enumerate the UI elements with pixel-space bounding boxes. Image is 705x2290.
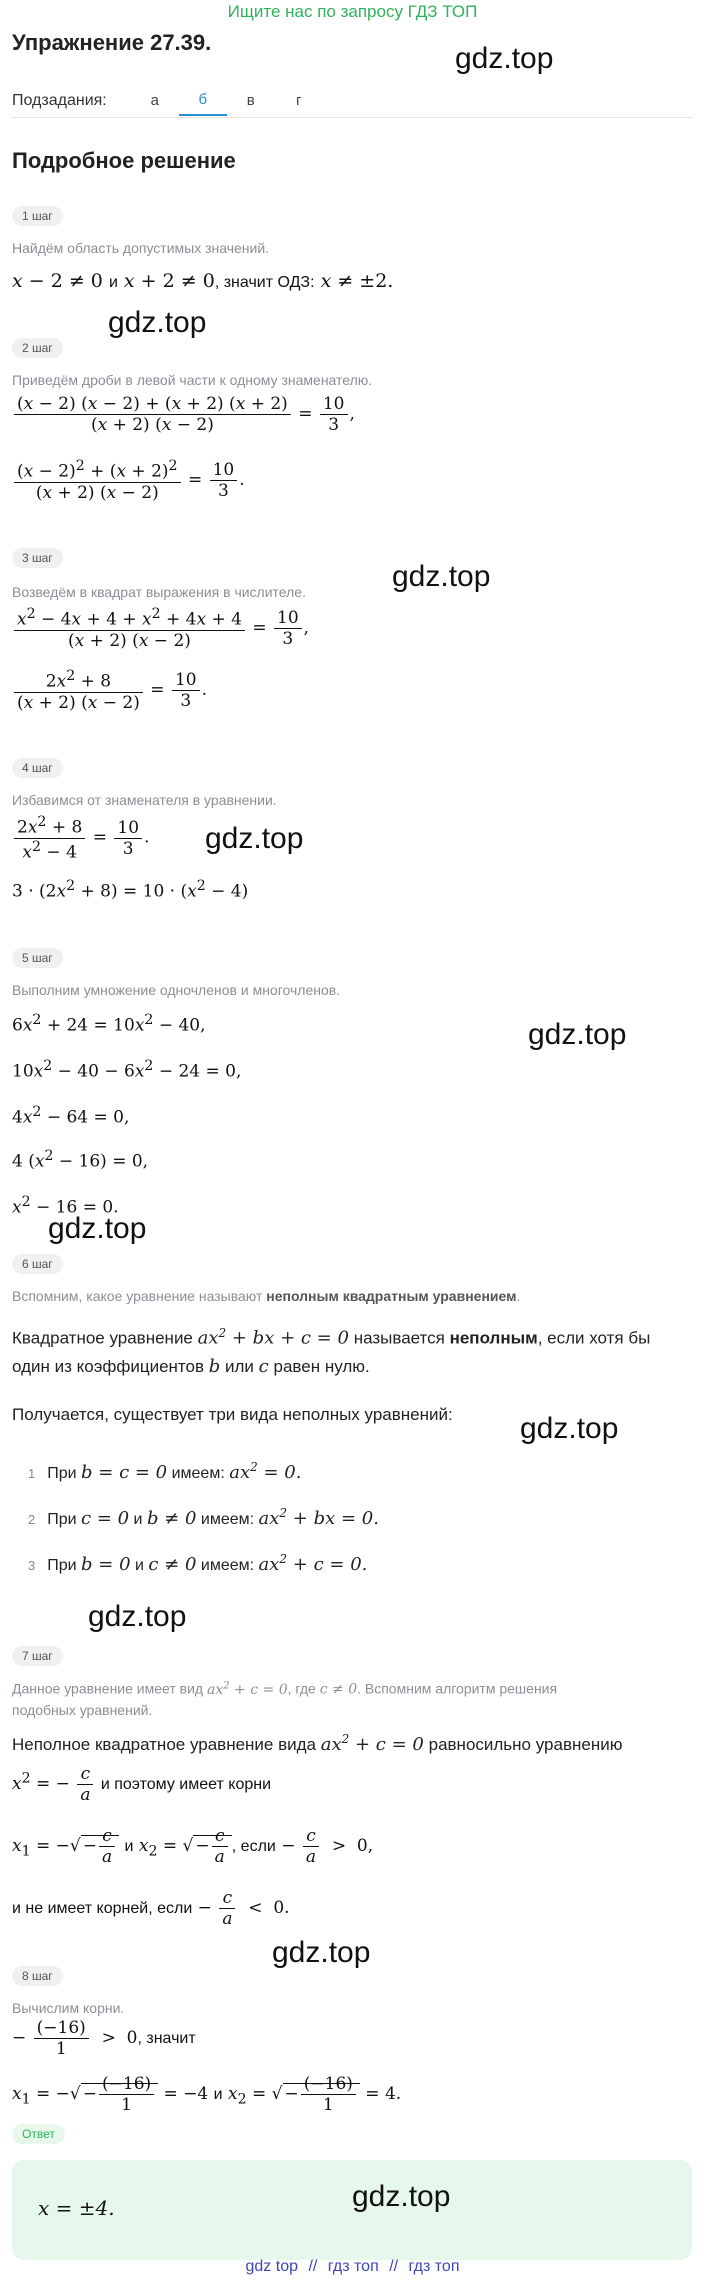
footer-separator: // (389, 2258, 399, 2275)
step-hint: Вспомним, какое уравнение называют неполным квадратным уравнением. (12, 1288, 521, 1304)
step-hint: Найдём область допустимых значений. (12, 240, 270, 256)
text-line: один из коэффициентов b или c равен нулю. (12, 1356, 370, 1377)
text-line: Неполное квадратное уравнение вида $ax^2 + c = 0$ равносильно уравнению (12, 1732, 623, 1755)
text-part: и не имеет корней, если (12, 1900, 193, 1917)
step-hint: Выполним умножение одночленов и многочленов. (12, 982, 341, 998)
math-line: $10x^2 - 40 - 6x^2 - 24 = 0$, (12, 1058, 242, 1082)
answer-badge: Ответ (12, 2124, 65, 2144)
math-line: $\frac{x^2 - 4x + 4 + x^2 + 4x + 4}{(x + 2) (x - 2)}$ = $\frac{10}{3}$ , (12, 606, 309, 651)
step-badge: 5 шаг (12, 948, 63, 968)
footer-link[interactable]: гдз топ (327, 2258, 379, 2275)
subtasks-bar (12, 84, 692, 118)
solution-heading: Подробное решение (12, 148, 236, 173)
text-part: и (213, 2086, 223, 2103)
footer-link[interactable]: гдз топ (408, 2258, 460, 2275)
answer-value: x = ±4. (38, 2196, 115, 2220)
page-title: Упражнение 27.39. (12, 30, 212, 55)
math-line: $x_1$ = −√ − $\frac{(-16)}{1}$ = −4 и $x_2$ = √ − $\frac{(-16)}{1}$ = 4. (12, 2074, 402, 2115)
text-line: Квадратное уравнение $ax^2$ + bx + c = 0 называется неполным, если хотя бы (12, 1326, 651, 1349)
math-line: $\frac{2x^2 + 8}{(x + 2) (x - 2)}$ = $\frac{10}{3}$ . (12, 668, 207, 713)
text-line: Получается, существует три вида неполных уравнений: (12, 1405, 453, 1424)
text-part: и (133, 1511, 143, 1528)
step-hint: Избавимся от знаменателя в уравнении. (12, 792, 277, 808)
watermark: gdz.top (352, 2180, 451, 2213)
text-part: равносильно уравнению (428, 1735, 623, 1754)
math-line: $4x^2 - 64 = 0$, (12, 1104, 130, 1128)
step-badge: 1 шаг (12, 206, 63, 226)
math-line: x − 2 ≠ 0 и x + 2 ≠ 0, значит ОДЗ: x ≠ ±2. (12, 270, 394, 292)
step-badge: 6 шаг (12, 1254, 63, 1274)
text-part: , значит (137, 2030, 196, 2047)
step-hint: Приведём дроби в левой части к одному знаменателю. (12, 372, 373, 388)
step-badge: 4 шаг (12, 758, 63, 778)
math-line: 4 $(x^2 - 16) = 0$, (12, 1148, 149, 1172)
math-line: $x_1$ = −√ − $\frac{c}{a}$ и $x_2$ = √ − $\frac{c}{a}$ , если − $\frac{c}{a}$ > 0, (12, 1826, 374, 1867)
footer-links (0, 2258, 705, 2276)
hint-text: . Вспомним алгоритм решения (357, 1680, 558, 1697)
watermark: gdz.top (455, 42, 554, 75)
then-text: , значит ОДЗ: (214, 274, 315, 291)
step-badge: 3 шаг (12, 548, 63, 568)
math-line: − $\frac{(-16)}{1}$ > 0, значит (12, 2018, 196, 2059)
hint-bold: неполным квадратным уравнением (266, 1288, 517, 1304)
text-part: имеем: (200, 1557, 255, 1574)
step-badge: 8 шаг (12, 1966, 63, 1986)
hint-text: подобных уравнений. (12, 1701, 153, 1718)
watermark: gdz.top (48, 1212, 147, 1245)
text-part: или (225, 1357, 254, 1376)
math-line: $\frac{(x - 2) (x - 2) + (x + 2) (x + 2)}{(x + 2) (x - 2)}$ = $\frac{10}{3}$ , (12, 394, 355, 435)
math-line: $x^2$ = − $\frac{c}{a}$ и поэтому имеет корни (12, 1764, 272, 1805)
hint-text: , где (287, 1680, 316, 1697)
text-part: имеем: (200, 1511, 255, 1528)
text-part: и поэтому имеет корни (100, 1776, 272, 1793)
text-part: , если (231, 1838, 276, 1855)
text-bold: неполным (449, 1328, 538, 1348)
watermark: gdz.top (108, 306, 207, 339)
text-part: При (47, 1511, 77, 1528)
and-text: и (108, 274, 118, 291)
promo-banner[interactable]: Ищите нас по запросу ГДЗ ТОП (227, 2, 478, 21)
math-line: $\frac{2x^2 + 8}{x^2 - 4}$ = $\frac{10}{3}$ . (12, 814, 149, 862)
list-item: 1 При b = c = 0 имеем: $ax^2 = 0$. (28, 1460, 302, 1483)
watermark: gdz.top (520, 1412, 619, 1445)
list-item: 2 При c = 0 и b ≠ 0 имеем: $ax^2$ + bx = 0. (28, 1506, 379, 1529)
watermark: gdz.top (392, 560, 491, 593)
subtasks-label: Подзадания: (12, 91, 107, 109)
tab-v[interactable]: в (246, 92, 255, 109)
text-part: равен нулю. (273, 1357, 370, 1376)
watermark: gdz.top (272, 1936, 371, 1969)
hint-text: Данное уравнение имеет вид (12, 1680, 204, 1697)
step-badge: 7 шаг (12, 1646, 63, 1666)
text-part: , если хотя бы (537, 1328, 651, 1348)
text-part: имеем: (171, 1465, 225, 1482)
text-part: и (134, 1557, 144, 1574)
math-line: и не имеет корней, если − $\frac{c}{a}$ < 0. (12, 1888, 290, 1929)
tab-a[interactable]: а (150, 92, 159, 109)
math-line: $x^2 - 16 = 0$. (12, 1194, 119, 1218)
text-part: называется (353, 1328, 445, 1348)
step-badge: 2 шаг (12, 338, 63, 358)
footer-separator: // (308, 2258, 318, 2275)
text-part: При (47, 1465, 77, 1482)
tab-b[interactable]: б (179, 85, 227, 116)
step-hint: Вычислим корни. (12, 2000, 125, 2016)
text-part: Неполное квадратное уравнение вида (12, 1735, 317, 1754)
text-part: один из коэффициентов (12, 1357, 205, 1376)
text-part: Квадратное уравнение (12, 1328, 193, 1348)
footer-link[interactable]: gdz top (245, 2258, 298, 2275)
watermark: gdz.top (88, 1600, 187, 1633)
step-hint: Данное уравнение имеет вид $ax^2 + c = 0$, где c ≠ 0. Вспомним алгоритм решения подобных уравнений. (12, 1680, 558, 1718)
math-line: $\frac{(x - 2)^2 + (x + 2)^2}{(x + 2) (x - 2)}$ = $\frac{10}{3}$ . (12, 458, 245, 503)
step-hint: Возведём в квадрат выражения в числителе. (12, 584, 306, 600)
text-part: При (47, 1557, 77, 1574)
math-line: $6x^2 + 24 = 10x^2 - 40$, (12, 1012, 206, 1036)
hint-text: Вспомним, какое уравнение называют (12, 1288, 263, 1304)
math-line: $3 \cdot (2x^2 + 8) = 10 \cdot (x^2 - 4)$ (12, 878, 249, 902)
watermark: gdz.top (528, 1018, 627, 1051)
text-part: и (124, 1838, 134, 1855)
tab-g[interactable]: г (295, 92, 302, 109)
watermark: gdz.top (205, 822, 304, 855)
list-item: 3 При b = 0 и c ≠ 0 имеем: $ax^2 + c = 0$. (28, 1552, 368, 1575)
